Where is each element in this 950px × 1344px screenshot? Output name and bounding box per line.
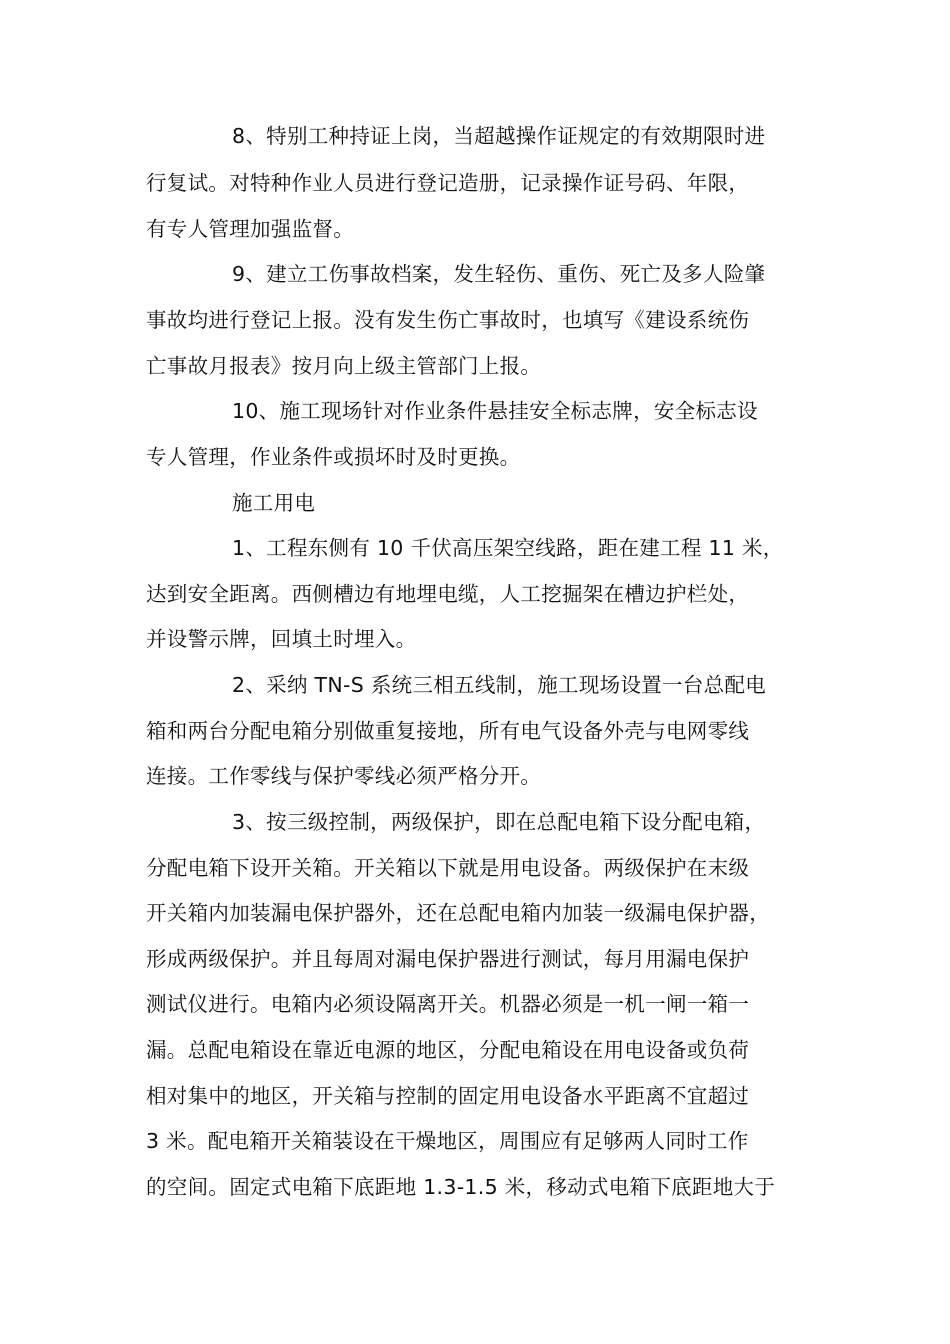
text-line: 8、特别工种持证上岗，当超越操作证规定的有效期限时进 [232, 124, 766, 148]
text-line: 3、按三级控制，两级保护，即在总配电箱下设分配电箱， [232, 810, 766, 834]
text-line: 漏。总配电箱设在靠近电源的地区，分配电箱设在用电设备或负荷 [146, 1038, 750, 1062]
text-line: 测试仪进行。电箱内必须设隔离开关。机器必须是一机一闸一箱一 [146, 992, 750, 1016]
text-line: 9、建立工伤事故档案，发生轻伤、重伤、死亡及多人险肇 [232, 262, 766, 286]
text-line: 形成两级保护。并且每周对漏电保护器进行测试，每月用漏电保护 [146, 947, 750, 971]
text-line: 2、采纳 TN-S 系统三相五线制，施工现场设置一台总配电 [232, 673, 767, 697]
text-line: 并设警示牌，回填土时埋入。 [146, 627, 417, 651]
text-line: 1、工程东侧有 10 千伏高压架空线路，距在建工程 11 米， [232, 536, 784, 560]
text-line: 3 米。配电箱开关箱装设在干燥地区，周围应有足够两人同时工作 [146, 1129, 749, 1153]
text-line: 相对集中的地区，开关箱与控制的固定用电设备水平距离不宜超过 [146, 1084, 750, 1108]
text-line: 箱和两台分配电箱分别做重复接地，所有电气设备外壳与电网零线 [146, 719, 750, 743]
text-line: 连接。工作零线与保护零线必须严格分开。 [146, 764, 542, 788]
text-line: 亡事故月报表》按月向上级主管部门上报。 [146, 354, 542, 378]
section-heading: 施工用电 [232, 491, 316, 515]
text-line: 10、施工现场针对作业条件悬挂安全标志牌，安全标志设 [232, 399, 758, 423]
text-line: 开关箱内加装漏电保护器外，还在总配电箱内加装一级漏电保护器， [146, 901, 770, 925]
text-line: 达到安全距离。西侧槽边有地埋电缆，人工挖掘架在槽边护栏处， [146, 582, 750, 606]
text-line: 行复试。对特种作业人员进行登记造册，记录操作证号码、年限， [146, 171, 750, 195]
text-line: 专人管理，作业条件或损坏时及时更换。 [146, 445, 521, 469]
text-line: 有专人管理加强监督。 [146, 217, 354, 241]
text-line: 事故均进行登记上报。没有发生伤亡事故时，也填写《建设系统伤 [146, 308, 750, 332]
text-line: 分配电箱下设开关箱。开关箱以下就是用电设备。两级保护在末级 [146, 856, 750, 880]
text-line: 的空间。固定式电箱下底距地 1.3-1.5 米，移动式电箱下底距地大于 [146, 1175, 776, 1199]
